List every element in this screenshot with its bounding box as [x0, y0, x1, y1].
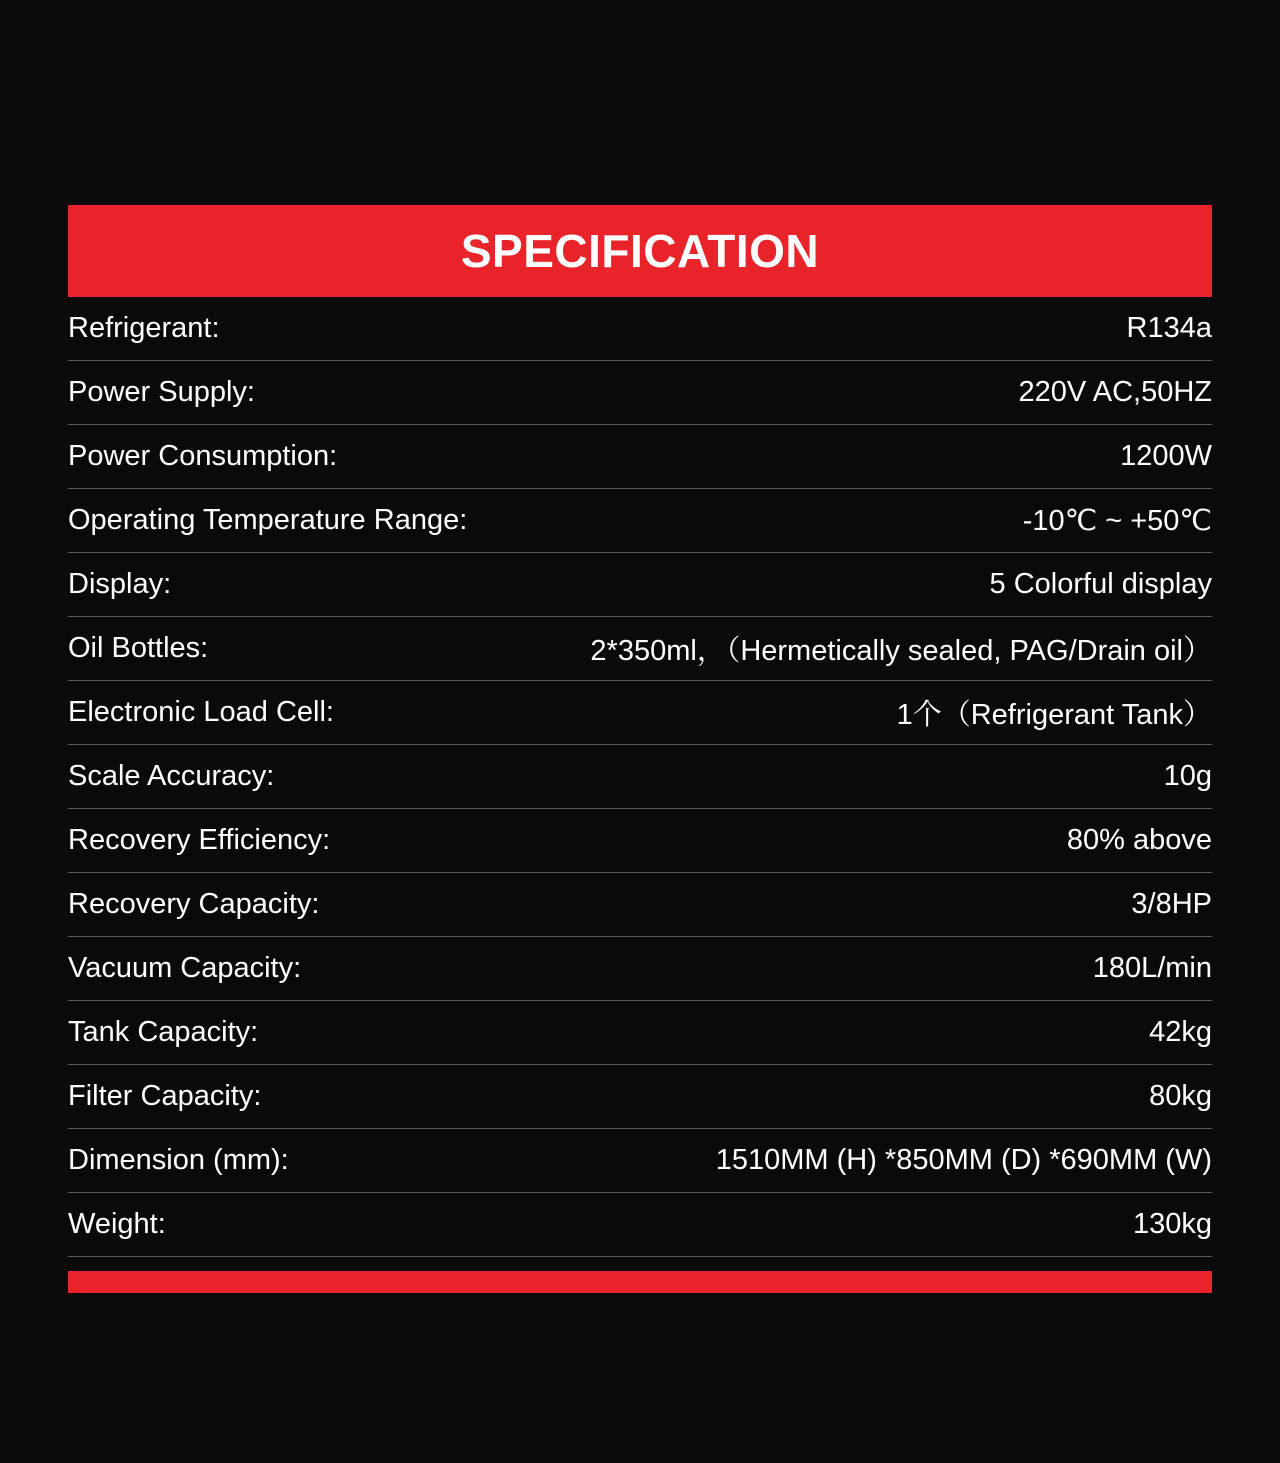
table-row — [68, 425, 1212, 489]
spec-label: Recovery Efficiency: — [68, 824, 331, 856]
spec-value: 1200W — [1120, 440, 1212, 472]
table-row — [68, 553, 1212, 617]
table-row — [68, 809, 1212, 873]
spec-label: Electronic Load Cell: — [68, 696, 334, 728]
spec-value: 80% above — [1066, 824, 1212, 856]
table-row — [68, 873, 1212, 937]
table-row — [68, 1129, 1212, 1193]
page-title: SPECIFICATION — [460, 225, 820, 277]
spec-label: Recovery Capacity: — [68, 888, 320, 920]
table-row — [68, 617, 1212, 681]
specification-table-body — [68, 297, 1212, 1257]
spec-value: -10℃ ~ +50℃ — [1022, 505, 1212, 537]
spec-label: Refrigerant: — [68, 312, 220, 344]
table-row — [68, 1065, 1212, 1129]
table-row — [68, 681, 1212, 745]
table-row — [68, 1001, 1212, 1065]
table-row — [68, 937, 1212, 1001]
spec-value: 2*350ml，（Hermetically sealed, PAG/Drain oil） — [590, 635, 1212, 667]
spec-label: Oil Bottles: — [68, 632, 209, 664]
table-row — [68, 489, 1212, 553]
spec-value: 180L/min — [1092, 952, 1212, 984]
table-row — [68, 1193, 1212, 1257]
table-row — [68, 361, 1212, 425]
spec-label: Filter Capacity: — [68, 1080, 262, 1112]
spec-value: 1个（Refrigerant Tank） — [896, 699, 1212, 731]
spec-label: Power Consumption: — [68, 440, 338, 472]
spec-value: 130kg — [1132, 1208, 1212, 1240]
spec-label: Scale Accuracy: — [68, 760, 275, 792]
spec-value: 42kg — [1149, 1016, 1212, 1048]
spec-value: 5 Colorful display — [989, 568, 1212, 600]
specification-table — [68, 297, 1212, 1257]
spec-value: 1510MM (H) *850MM (D) *690MM (W) — [715, 1144, 1212, 1176]
table-row — [68, 297, 1212, 361]
spec-value: 220V AC,50HZ — [1018, 376, 1212, 408]
specification-sheet — [68, 205, 1212, 1293]
spec-label: Vacuum Capacity: — [68, 952, 302, 984]
spec-value: 80kg — [1149, 1080, 1212, 1112]
table-row — [68, 745, 1212, 809]
footer-accent-bar — [68, 1271, 1212, 1293]
spec-label: Tank Capacity: — [68, 1016, 259, 1048]
spec-label: Operating Temperature Range: — [68, 504, 468, 536]
spec-label: Dimension (mm): — [68, 1144, 289, 1176]
spec-value: R134a — [1126, 312, 1212, 344]
spec-value: 10g — [1163, 760, 1212, 792]
spec-value: 3/8HP — [1131, 888, 1212, 920]
specification-header-bar — [68, 205, 1212, 297]
spec-label: Weight: — [68, 1208, 166, 1240]
spec-label: Display: — [68, 568, 172, 600]
spec-label: Power Supply: — [68, 376, 255, 408]
